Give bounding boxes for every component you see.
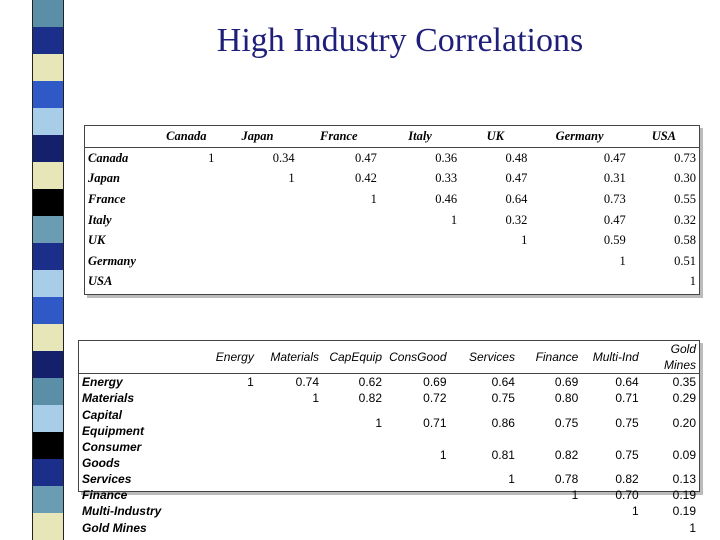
correlation-cell — [385, 487, 449, 503]
stripe-block — [32, 324, 64, 351]
column-header: Multi-Ind — [592, 350, 639, 364]
column-header: Germany — [555, 129, 604, 144]
stripe-block — [32, 243, 64, 270]
row-label: Multi-Industry — [82, 504, 162, 519]
correlation-cell — [298, 230, 380, 251]
correlation-cell: 0.80 — [554, 391, 579, 406]
row-label: Finance — [82, 488, 128, 503]
stripe-block — [32, 378, 64, 405]
correlation-cell: 0.19 — [672, 504, 696, 519]
correlation-cell — [450, 519, 518, 535]
stripe-block — [32, 27, 64, 54]
correlation-cell: 0.64 — [505, 192, 528, 207]
correlation-cell — [155, 189, 217, 210]
correlation-cell: 0.20 — [672, 415, 696, 430]
correlation-cell: 1 — [375, 415, 383, 430]
correlation-cell — [155, 230, 217, 251]
correlation-cell — [155, 168, 217, 189]
column-header: France — [320, 129, 358, 144]
correlation-cell: 1 — [439, 447, 447, 462]
correlation-cell — [322, 503, 385, 519]
correlation-cell — [257, 487, 322, 503]
correlation-cell: 0.82 — [615, 471, 639, 486]
row-label: Energy — [82, 375, 123, 390]
correlation-cell: 1 — [312, 391, 320, 406]
correlation-cell: 0.30 — [674, 171, 696, 186]
column-header: UK — [486, 129, 504, 144]
table-row — [85, 209, 699, 230]
row-label: Capital Equipment — [82, 407, 144, 438]
correlation-cell: 1 — [689, 520, 696, 535]
table-row — [85, 230, 699, 251]
correlation-cell: 0.55 — [674, 192, 696, 207]
correlation-cell: 0.47 — [603, 212, 626, 227]
header-corner — [79, 341, 181, 374]
correlation-cell: 1 — [632, 504, 639, 519]
correlation-cell: 0.82 — [554, 447, 579, 462]
stripe-block — [32, 459, 64, 486]
slide-title: High Industry Correlations — [216, 22, 584, 59]
correlation-cell — [181, 503, 257, 519]
country-correlation-panel — [84, 125, 700, 295]
table-row — [79, 407, 699, 439]
table-row — [79, 487, 699, 503]
correlation-cell: 0.32 — [674, 212, 696, 227]
correlation-cell — [181, 519, 257, 535]
correlation-cell — [385, 519, 449, 535]
correlation-cell: 0.13 — [672, 471, 696, 486]
correlation-cell — [530, 271, 628, 292]
correlation-cell — [181, 487, 257, 503]
correlation-cell — [322, 439, 385, 471]
correlation-cell — [380, 230, 460, 251]
correlation-cell: 0.48 — [505, 150, 528, 165]
correlation-cell — [380, 271, 460, 292]
stripe-block — [32, 135, 64, 162]
correlation-cell: 1 — [689, 274, 696, 289]
correlation-cell — [181, 407, 257, 439]
row-label: France — [88, 192, 126, 207]
stripe-block — [32, 81, 64, 108]
header-corner — [85, 126, 155, 147]
table-row — [85, 189, 699, 210]
table-row — [79, 519, 699, 535]
correlation-cell: 0.75 — [615, 415, 639, 430]
stripe-block — [32, 405, 64, 432]
correlation-cell — [581, 519, 641, 535]
column-header: Materials — [270, 350, 320, 364]
column-header: Finance — [535, 350, 579, 364]
table-row — [79, 390, 699, 406]
column-header: Italy — [408, 129, 432, 144]
correlation-cell — [155, 271, 217, 292]
correlation-cell: 1 — [288, 171, 295, 186]
column-header: Canada — [166, 129, 207, 144]
table-header-row — [79, 341, 699, 374]
correlation-cell — [460, 251, 530, 272]
correlation-cell: 0.74 — [295, 375, 320, 390]
stripe-block — [32, 189, 64, 216]
correlation-cell — [257, 519, 322, 535]
stripe-block — [32, 432, 64, 459]
correlation-cell: 0.72 — [423, 391, 447, 406]
correlation-cell: 0.58 — [674, 233, 696, 248]
correlation-cell — [155, 251, 217, 272]
correlation-cell: 1 — [247, 375, 254, 390]
correlation-cell — [518, 519, 581, 535]
country-correlation-table — [85, 126, 699, 292]
table-header-row — [85, 126, 699, 147]
correlation-cell: 0.47 — [355, 150, 377, 165]
correlation-cell: 0.19 — [672, 488, 696, 503]
correlation-cell — [322, 487, 385, 503]
correlation-cell: 0.29 — [672, 391, 696, 406]
stripe-block — [32, 351, 64, 378]
row-label: USA — [88, 274, 113, 289]
stripe-block — [32, 486, 64, 513]
correlation-cell: 0.31 — [603, 171, 626, 186]
stripe-block — [32, 162, 64, 189]
correlation-cell: 0.47 — [505, 171, 528, 186]
correlation-cell: 0.36 — [435, 150, 458, 165]
correlation-cell: 0.73 — [674, 150, 696, 165]
stripe-block — [32, 108, 64, 135]
correlation-cell: 0.78 — [554, 471, 579, 486]
correlation-cell: 1 — [521, 233, 528, 248]
correlation-cell — [217, 230, 297, 251]
table-row — [79, 374, 699, 391]
correlation-cell — [518, 503, 581, 519]
correlation-cell: 0.59 — [603, 233, 626, 248]
correlation-cell: 0.46 — [435, 192, 458, 207]
correlation-cell: 1 — [450, 212, 458, 227]
correlation-cell: 1 — [619, 253, 626, 268]
correlation-cell: 0.42 — [355, 171, 377, 186]
column-header: ConsGood — [389, 350, 447, 364]
correlation-cell: 1 — [370, 192, 377, 207]
stripe-block — [32, 297, 64, 324]
correlation-cell: 0.64 — [491, 375, 515, 390]
row-label: Services — [82, 471, 132, 486]
correlation-cell: 0.32 — [505, 212, 528, 227]
correlation-cell: 0.81 — [491, 447, 515, 462]
correlation-cell — [181, 390, 257, 406]
correlation-cell — [322, 519, 385, 535]
correlation-cell: 0.33 — [435, 171, 458, 186]
correlation-cell — [217, 189, 297, 210]
correlation-cell: 0.35 — [672, 375, 696, 390]
correlation-cell: 0.09 — [672, 447, 696, 462]
column-header: Gold Mines — [663, 342, 696, 372]
industry-correlation-table — [79, 341, 699, 536]
table-row — [85, 271, 699, 292]
correlation-cell — [380, 251, 460, 272]
row-label: Gold Mines — [82, 520, 147, 535]
correlation-cell: 0.71 — [615, 391, 639, 406]
correlation-cell: 0.62 — [358, 375, 383, 390]
row-label: Japan — [88, 171, 120, 186]
correlation-cell — [298, 271, 380, 292]
row-label: Materials — [82, 391, 135, 406]
column-header: CapEquip — [329, 350, 383, 364]
stripe-block — [32, 216, 64, 243]
correlation-cell: 0.69 — [554, 375, 579, 390]
correlation-cell — [155, 209, 217, 230]
correlation-cell: 0.75 — [491, 391, 515, 406]
correlation-cell — [181, 439, 257, 471]
correlation-cell — [181, 471, 257, 487]
stripe-block — [32, 513, 64, 540]
correlation-cell: 0.69 — [423, 375, 447, 390]
stripe-block — [32, 270, 64, 297]
correlation-cell: 1 — [571, 488, 579, 503]
column-header: Energy — [215, 350, 254, 364]
stripe-block — [32, 0, 64, 27]
stripe-block — [32, 54, 64, 81]
correlation-cell — [257, 407, 322, 439]
table-row — [79, 503, 699, 519]
correlation-cell — [257, 439, 322, 471]
correlation-cell — [460, 271, 530, 292]
correlation-cell: 1 — [208, 150, 215, 165]
correlation-cell — [257, 471, 322, 487]
industry-correlation-panel — [78, 340, 700, 535]
correlation-cell: 0.70 — [615, 488, 639, 503]
row-label: Canada — [88, 150, 129, 165]
correlation-cell: 0.75 — [554, 415, 579, 430]
column-header: USA — [651, 129, 677, 144]
column-header: Japan — [241, 129, 274, 144]
decorative-stripe — [0, 0, 64, 540]
row-label: UK — [88, 233, 106, 248]
correlation-cell — [217, 271, 297, 292]
correlation-cell: 0.51 — [674, 253, 696, 268]
correlation-cell — [217, 209, 297, 230]
correlation-cell — [257, 503, 322, 519]
correlation-cell: 0.64 — [615, 375, 639, 390]
correlation-cell: 1 — [508, 471, 515, 486]
correlation-cell: 0.73 — [603, 192, 626, 207]
correlation-cell: 0.47 — [603, 150, 626, 165]
table-row — [79, 439, 699, 471]
correlation-cell: 0.75 — [615, 447, 639, 462]
correlation-cell — [450, 503, 518, 519]
correlation-cell — [450, 487, 518, 503]
correlation-cell — [385, 503, 449, 519]
correlation-cell — [298, 209, 380, 230]
correlation-cell: 0.86 — [491, 415, 515, 430]
row-label: Germany — [88, 253, 136, 268]
correlation-cell: 0.82 — [358, 391, 383, 406]
row-label: Consumer Goods — [82, 439, 142, 470]
correlation-cell — [322, 471, 385, 487]
table-row — [79, 471, 699, 487]
table-row — [85, 168, 699, 189]
table-row — [85, 251, 699, 272]
table-row — [85, 147, 699, 168]
correlation-cell — [385, 471, 449, 487]
row-label: Italy — [88, 212, 112, 227]
correlation-cell — [217, 251, 297, 272]
column-header: Services — [468, 350, 515, 364]
correlation-cell: 0.71 — [423, 415, 447, 430]
correlation-cell: 0.34 — [272, 150, 295, 165]
correlation-cell — [298, 251, 380, 272]
